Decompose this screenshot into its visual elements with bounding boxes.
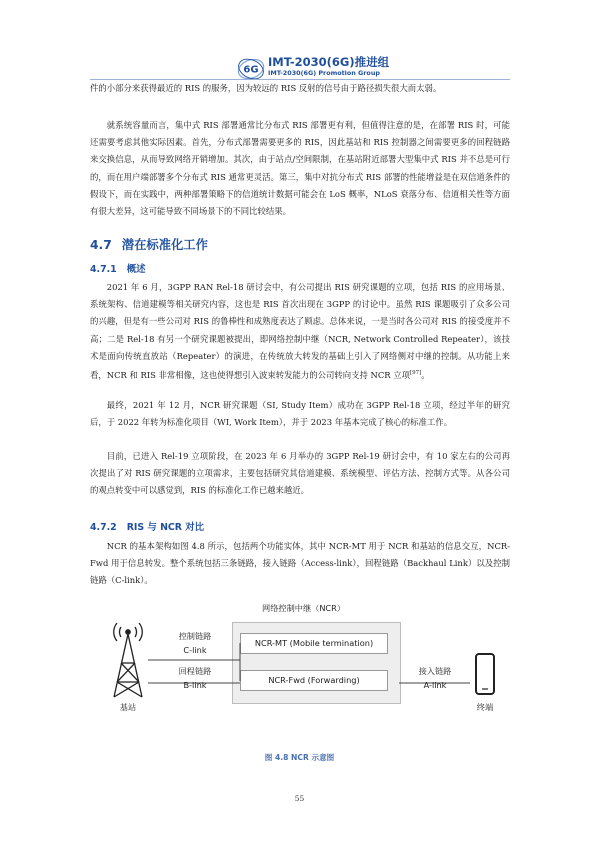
backhaul-link-en-label: B-link — [183, 680, 207, 690]
backhaul-link-cn-label: 回程链路 — [178, 666, 212, 676]
logo-text: 6G — [243, 64, 259, 76]
paragraph-final-si: 最终，2021 年 12 月，NCR 研究课题（SI, Study Item）成功在 3GPP Rel-18 立项，经过半年的研究后，于 2022 年转为标准化项目（WI, Work Item），并于 2023 年基本完成了核心的标准工作。 — [90, 400, 510, 428]
section-number: 4.7 — [90, 238, 112, 252]
subsection-title: 概述 — [126, 264, 146, 275]
base-station-icon — [114, 623, 143, 697]
subsection-title: RIS 与 NCR 对比 — [126, 522, 205, 533]
paragraph-capacity: 就系统容量而言，集中式 RIS 部署通常比分布式 RIS 部署更有利，但值得注意的是，在部署 RIS 时，可能还需要考虑其他实际因素。首先，分布式部署需要更多的 RIS，因此基站和 RIS 控制器之间需要更多的回程链路来交换信息，从而导致网络开销增加。其次，由于站点/空间限制，在基站附近部署大型集中式 RIS 并不总是可行的，而在用户端部署多个分布式 RIS 通常更灵活。第三，集中对抗分布式 RIS 部署的性能增益是在双信道条件的假设下，而在实践中，两种部署策略下的信道统计数据可能会在 LoS 概率，NLoS 衰落分布、信道相关性等方面有很大差异，这可能导致不同场景下的不同比较结果。 — [90, 120, 510, 217]
citation-ref: [97] — [410, 370, 422, 377]
control-link-cn-label: 控制链路 — [178, 631, 212, 641]
control-link-en-label: C-link — [183, 645, 207, 655]
ncr-label: 网络控制中继（NCR） — [262, 603, 346, 613]
header-subtitle: IMT-2030(6G) Promotion Group — [268, 69, 380, 77]
page-number: 55 — [294, 794, 305, 803]
paragraph-overview-text: 2021 年 6 月，3GPP RAN Rel-18 研讨会中，有公司提出 RIS 研究课题的立项，包括 RIS 的应用场景、系统架构、信道建模等相关研究内容，这也是 RIS 首次出现在 3GPP 的讨论中。虽然 RIS 课题吸引了众多公司的兴趣，但是有一些公司对 RIS 的鲁棒性和成熟度表达了顾虑。总体来说，一是当时各公司对 RIS 的接受度并不高；二是 Rel-18 有另一个研究课题被提出，即网络控制中继（NCR, Network Controlled Repeater），该技术是面向传统直放站（Repeater）的演进，在传统放大转发的基础上引入了网络侧对中继的控制。从功能上来看，NCR 和 RIS 非常相像，这也使得想引入波束转发能力的公司转向支持 NCR 立项 — [90, 282, 510, 380]
access-link-cn-label: 接入链路 — [418, 666, 452, 676]
paragraph-rel19: 目前，已进入 Rel-19 立项阶段，在 2023 年 6 月举办的 3GPP Rel-19 研讨会中，有 10 家左右的公司再次提出了对 RIS 研究课题的立项需求，主要包括研究其信道建模、系统模型、评估方法、控制方式等。从各公司的观点转变中可以感觉到，RIS 的标准化工作已越来越近。 — [90, 451, 510, 496]
subsection-number: 4.7.2 — [90, 522, 117, 533]
access-link-en-label: A-link — [423, 680, 447, 690]
subsection-number: 4.7.1 — [90, 264, 117, 275]
base-station-label: 基站 — [119, 702, 137, 712]
paragraph-ncr-architecture: NCR 的基本架构如图 4.8 所示，包括两个功能实体，其中 NCR-MT 用于 NCR 和基站的信息交互，NCR-Fwd 用于信息转发。整个系统包括三条链路，接入链路（Access-link），回程链路（Backhaul Link）以及控制链路（C-link）。 — [90, 541, 510, 586]
paragraph-overview-end: 。 — [421, 369, 430, 380]
terminal-phone-icon — [476, 654, 494, 694]
terminal-label: 终端 — [476, 702, 494, 712]
header-title: IMT-2030(6G)推进组 — [268, 55, 390, 69]
figure-caption: 图 4.8 NCR 示意图 — [264, 753, 335, 762]
paragraph-continued: 件的小部分来获得最近的 RIS 的服务，因为较远的 RIS 反射的信号由于路径损失很大而太弱。 — [90, 83, 442, 93]
ncr-fwd-box: NCR-Fwd (Forwarding) — [240, 670, 388, 691]
ncr-mt-box: NCR-MT (Mobile termination) — [240, 633, 388, 654]
section-title: 潜在标准化工作 — [121, 238, 208, 252]
